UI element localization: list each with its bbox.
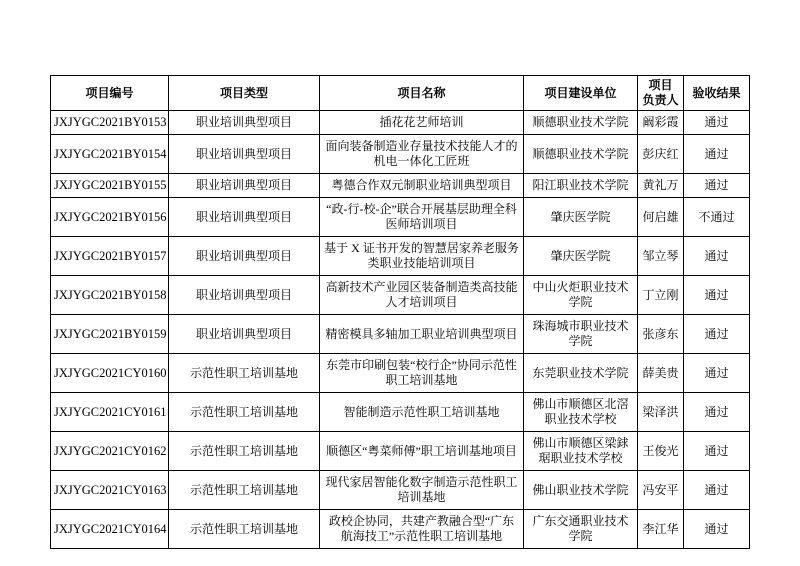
cell-project-unit: 广东交通职业技术学院: [524, 510, 638, 549]
cell-acceptance-result: 通过: [684, 237, 750, 276]
cell-project-unit: 中山火炬职业技术学院: [524, 276, 638, 315]
cell-project-type: 示范性职工培训基地: [169, 432, 320, 471]
cell-project-unit: 顺德职业技术学院: [524, 111, 638, 135]
cell-project-name: 粤德合作双元制职业培训典型项目: [320, 174, 524, 198]
cell-project-id: JXJYGC2021CY0161: [51, 393, 169, 432]
table-row: [51, 510, 750, 549]
cell-project-leader: 彭庆红: [638, 135, 684, 174]
table-header-row: [51, 76, 750, 111]
cell-project-leader: 邹立琴: [638, 237, 684, 276]
cell-project-id: JXJYGC2021BY0155: [51, 174, 169, 198]
cell-project-name: 东莞市印刷包装“校行企”协同示范性职工培训基地: [320, 354, 524, 393]
cell-project-leader: 梁泽洪: [638, 393, 684, 432]
table-row: [51, 111, 750, 135]
cell-project-leader: 阚彩霞: [638, 111, 684, 135]
projects-acceptance-table: [50, 75, 750, 549]
header-project-type: 项目类型: [169, 76, 320, 111]
cell-acceptance-result: 通过: [684, 315, 750, 354]
cell-project-leader: 王俊光: [638, 432, 684, 471]
cell-project-type: 示范性职工培训基地: [169, 471, 320, 510]
cell-project-unit: 东莞职业技术学院: [524, 354, 638, 393]
cell-project-type: 职业培训典型项目: [169, 135, 320, 174]
cell-project-id: JXJYGC2021BY0159: [51, 315, 169, 354]
table-row: [51, 174, 750, 198]
cell-project-leader: 冯安平: [638, 471, 684, 510]
cell-project-leader: 李江华: [638, 510, 684, 549]
header-project-leader-line2: 负责人: [642, 93, 679, 107]
cell-project-type: 示范性职工培训基地: [169, 393, 320, 432]
header-project-leader-line1: 项目: [648, 78, 673, 92]
cell-project-type: 职业培训典型项目: [169, 198, 320, 237]
cell-project-id: JXJYGC2021CY0164: [51, 510, 169, 549]
cell-project-id: JXJYGC2021CY0163: [51, 471, 169, 510]
cell-project-unit: 肇庆医学院: [524, 198, 638, 237]
cell-acceptance-result: 通过: [684, 354, 750, 393]
cell-project-leader: 丁立刚: [638, 276, 684, 315]
header-acceptance-result: 验收结果: [684, 76, 750, 111]
cell-project-id: JXJYGC2021BY0157: [51, 237, 169, 276]
cell-acceptance-result: 通过: [684, 471, 750, 510]
table-row: [51, 135, 750, 174]
cell-project-unit: 阳江职业技术学院: [524, 174, 638, 198]
cell-project-name: 精密模具多轴加工职业培训典型项目: [320, 315, 524, 354]
table-row: [51, 237, 750, 276]
table-row: [51, 198, 750, 237]
header-project-id: 项目编号: [51, 76, 169, 111]
cell-project-unit: 顺德职业技术学院: [524, 135, 638, 174]
cell-project-unit: 佛山市顺德区北滘职业技术学校: [524, 393, 638, 432]
cell-project-name: 智能制造示范性职工培训基地: [320, 393, 524, 432]
cell-project-id: JXJYGC2021CY0162: [51, 432, 169, 471]
cell-project-name: 政校企协同，共建产教融合型“广东航海技工”示范性职工培训基地: [320, 510, 524, 549]
cell-project-name: 高新技术产业园区装备制造类高技能人才培训项目: [320, 276, 524, 315]
cell-project-name: 插花花艺师培训: [320, 111, 524, 135]
cell-project-leader: 黄礼万: [638, 174, 684, 198]
cell-project-id: JXJYGC2021BY0156: [51, 198, 169, 237]
cell-acceptance-result: 通过: [684, 174, 750, 198]
table-row: [51, 393, 750, 432]
cell-project-leader: 张彦东: [638, 315, 684, 354]
table-row: [51, 471, 750, 510]
table-row: [51, 315, 750, 354]
cell-project-leader: 薛美贵: [638, 354, 684, 393]
header-project-leader: [638, 76, 684, 111]
cell-acceptance-result: 不通过: [684, 198, 750, 237]
cell-project-id: JXJYGC2021CY0160: [51, 354, 169, 393]
cell-project-name: 基于 X 证书开发的智慧居家养老服务类职业技能培训项目: [320, 237, 524, 276]
table-row: [51, 354, 750, 393]
cell-project-type: 示范性职工培训基地: [169, 510, 320, 549]
cell-project-type: 职业培训典型项目: [169, 276, 320, 315]
header-project-unit: 项目建设单位: [524, 76, 638, 111]
cell-acceptance-result: 通过: [684, 510, 750, 549]
cell-project-unit: 佛山职业技术学院: [524, 471, 638, 510]
cell-project-leader: 何启雄: [638, 198, 684, 237]
cell-project-type: 职业培训典型项目: [169, 174, 320, 198]
cell-acceptance-result: 通过: [684, 276, 750, 315]
cell-project-type: 示范性职工培训基地: [169, 354, 320, 393]
cell-project-id: JXJYGC2021BY0158: [51, 276, 169, 315]
cell-project-name: 面向装备制造业存量技术技能人才的机电一体化工匠班: [320, 135, 524, 174]
cell-acceptance-result: 通过: [684, 111, 750, 135]
cell-acceptance-result: 通过: [684, 393, 750, 432]
cell-project-unit: 佛山市顺德区梁銶琚职业技术学校: [524, 432, 638, 471]
cell-acceptance-result: 通过: [684, 135, 750, 174]
table-row: [51, 276, 750, 315]
table-row: [51, 432, 750, 471]
cell-project-name: “政-行-校-企”联合开展基层助理全科医师培训项目: [320, 198, 524, 237]
cell-project-id: JXJYGC2021BY0153: [51, 111, 169, 135]
cell-project-type: 职业培训典型项目: [169, 315, 320, 354]
cell-project-unit: 珠海城市职业技术学院: [524, 315, 638, 354]
cell-project-name: 顺德区“粤菜师傅”职工培训基地项目: [320, 432, 524, 471]
cell-project-id: JXJYGC2021BY0154: [51, 135, 169, 174]
cell-project-type: 职业培训典型项目: [169, 111, 320, 135]
cell-project-unit: 肇庆医学院: [524, 237, 638, 276]
cell-project-type: 职业培训典型项目: [169, 237, 320, 276]
cell-acceptance-result: 通过: [684, 432, 750, 471]
cell-project-name: 现代家居智能化数字制造示范性职工培训基地: [320, 471, 524, 510]
header-project-name: 项目名称: [320, 76, 524, 111]
